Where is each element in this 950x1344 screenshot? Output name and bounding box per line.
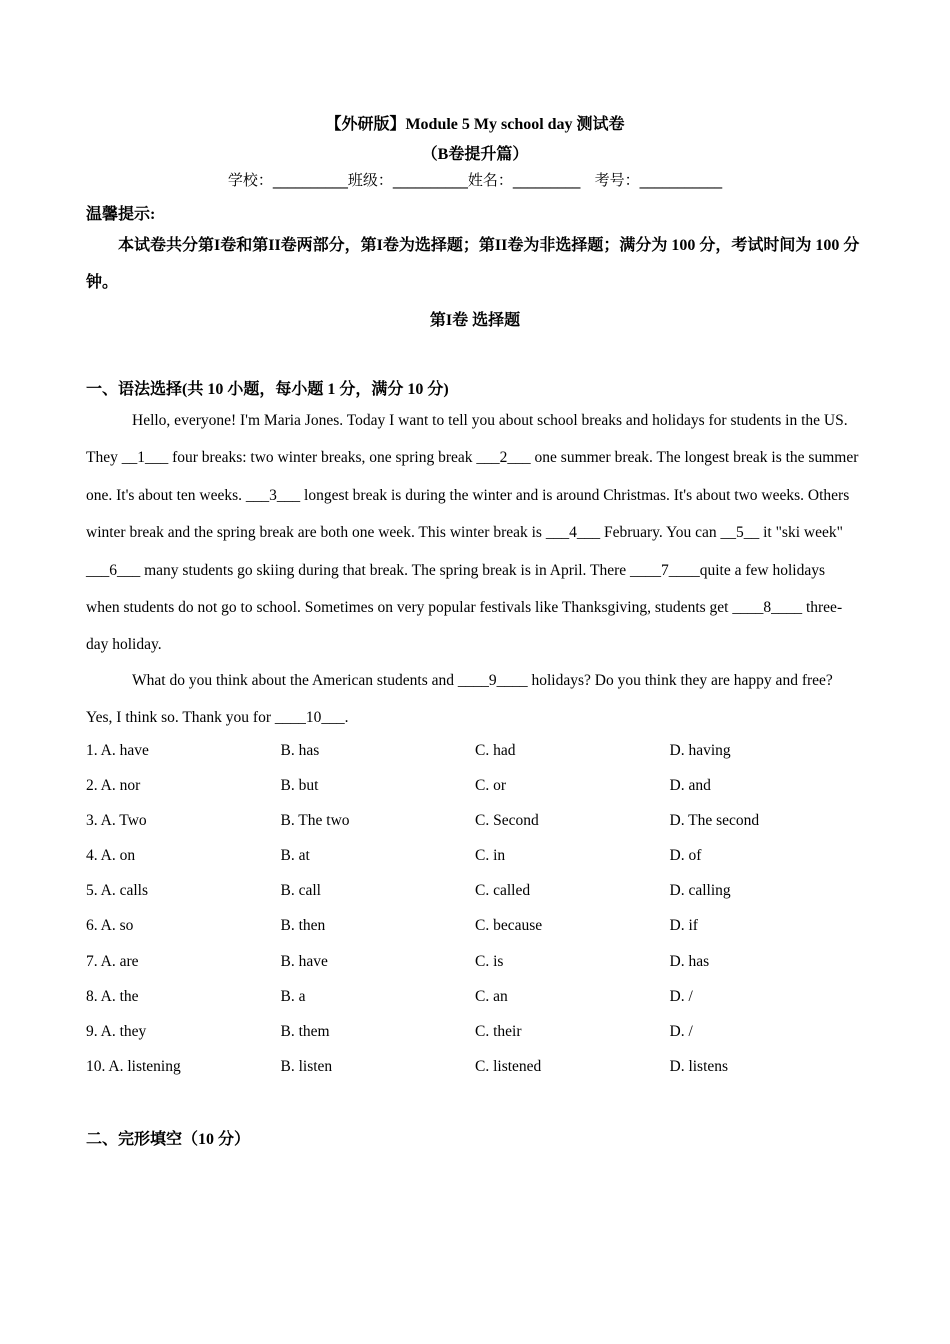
option-c: C. because (475, 917, 543, 935)
option-d: D. of (669, 847, 702, 865)
option-c: C. in (475, 847, 506, 865)
option-a: 1. A. have (86, 742, 149, 759)
option-c: C. Second (475, 812, 539, 830)
option-b: B. listen (280, 1057, 333, 1075)
option-c: C. called (475, 882, 531, 900)
option-d: D. has (669, 952, 710, 970)
option-c: C. listened (475, 1057, 542, 1075)
option-a: 10. A. listening (86, 1057, 181, 1075)
option-a: 4. A. on (86, 847, 136, 865)
option-b: B. have (280, 952, 328, 970)
option-d: D. The second (669, 812, 760, 830)
option-d: D. having (669, 742, 731, 759)
option-c: C. their (475, 1022, 522, 1040)
option-d: D. / (669, 1022, 693, 1040)
passage-paragraph-1: Hello, everyone! I'm Maria Jones. Today I want to tell you about school breaks and holidays for students in the US. They __1___ four breaks: two winter breaks, one spring break ___2___ one summer break. The longest break is the summer one. It's about ten weeks. ___3___ longest break is during the winter and is around Christmas. It's about two weeks. Others winter break and the spring break are both one week. This winter break is ___4___ February. You can __5__ it "ski week" ___6___ many students go skiing during that break. The spring break is in April. There ____7____quite a few holidays when students do not go to school. Sometimes on very popular festivals like Thanksgiving, students get ____8____ three-day holiday. (86, 412, 859, 654)
part1-heading: 第I卷 选择题 (429, 312, 521, 329)
option-a: 7. A. are (86, 952, 139, 970)
question-row (86, 949, 866, 984)
option-b: B. then (280, 917, 326, 935)
option-b: B. call (280, 882, 321, 900)
option-a: 2. A. nor (86, 777, 141, 795)
question-row (86, 773, 866, 808)
option-a: 9. A. they (86, 1022, 147, 1040)
question-row (86, 808, 866, 843)
section1-heading: 一、语法选择(共 10 小题，每小题 1 分，满分 10 分) (86, 381, 449, 398)
option-d: D. if (669, 917, 698, 935)
option-a: 5. A. calls (86, 882, 148, 900)
question-row (86, 1019, 866, 1054)
option-b: B. has (280, 742, 320, 759)
question-row (86, 913, 866, 948)
exam-subtitle: （B卷提升篇） (421, 146, 529, 163)
option-d: D. calling (669, 882, 731, 900)
exam-title: 【外研版】Module 5 My school day 测试卷 (325, 116, 625, 133)
question-row (86, 1054, 866, 1089)
option-c: C. is (475, 952, 504, 970)
question-row (86, 984, 866, 1019)
option-c: C. an (475, 987, 508, 1005)
student-info-line: 学校：__________班级：__________姓名：_________ 考号：___________ (227, 171, 723, 189)
option-d: D. / (669, 987, 693, 1005)
option-b: B. The two (280, 812, 350, 830)
option-d: D. and (669, 777, 711, 795)
option-c: C. had (475, 742, 516, 759)
tips-heading: 温馨提示: (86, 206, 156, 223)
question-row (86, 878, 866, 913)
option-b: B. them (280, 1022, 330, 1040)
question-row (86, 843, 866, 878)
option-c: C. or (475, 777, 506, 795)
question-row (86, 738, 866, 773)
option-a: 3. A. Two (86, 812, 147, 830)
option-a: 6. A. so (86, 917, 134, 935)
option-b: B. but (280, 777, 319, 795)
section2-heading: 二、完形填空（10 分） (86, 1131, 251, 1148)
option-d: D. listens (669, 1057, 729, 1075)
option-b: B. at (280, 847, 310, 865)
passage-paragraph-2: What do you think about the American students and ____9____ holidays? Do you think they are happy and free? Yes, I think so. Thank you for ____10___. (86, 672, 833, 726)
question-list (86, 738, 866, 1089)
option-a: 8. A. the (86, 987, 139, 1005)
tips-body: 本试卷共分第I卷和第II卷两部分，第I卷为选择题；第II卷为非选择题；满分为 100 分，考试时间为 100 分钟。 (86, 237, 860, 291)
option-b: B. a (280, 987, 306, 1005)
